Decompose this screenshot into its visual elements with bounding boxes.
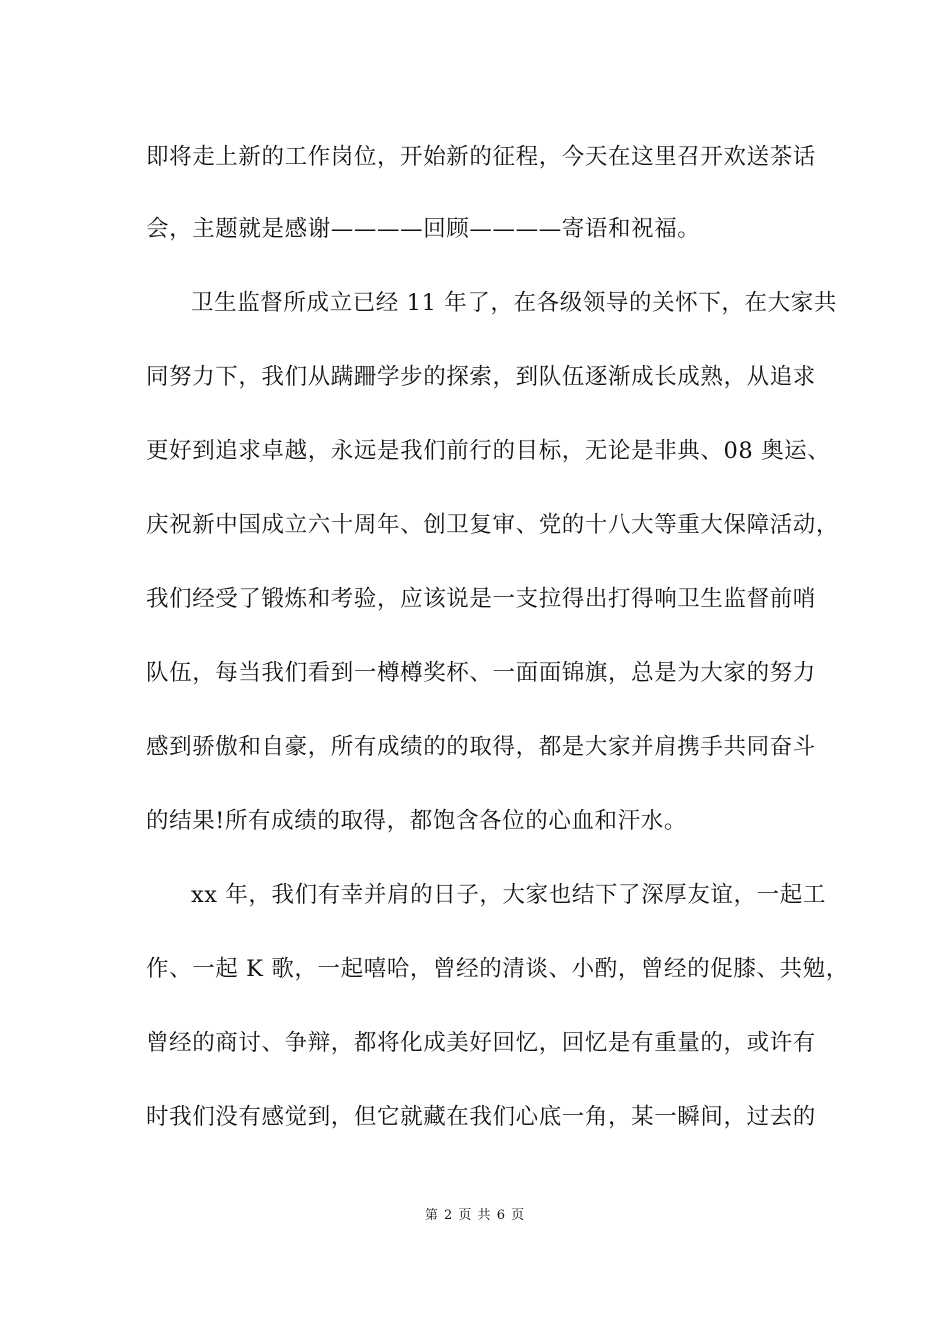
body-text-line: 同努力下，我们从蹒跚学步的探索，到队伍逐渐成长成熟，从追求 bbox=[146, 364, 816, 390]
body-text-line: 更好到追求卓越，永远是我们前行的目标，无论是非典、08 奥运、 bbox=[146, 438, 831, 464]
body-text-line: 会，主题就是感谢————回顾————寄语和祝福。 bbox=[146, 216, 701, 242]
body-text-line: 曾经的商讨、争辩，都将化成美好回忆，回忆是有重量的，或许有 bbox=[146, 1030, 816, 1056]
body-text-line: 感到骄傲和自豪，所有成绩的的取得，都是大家并肩携手共同奋斗 bbox=[146, 734, 816, 760]
body-text-line: 作、一起 K 歌，一起嘻哈，曾经的清谈、小酌，曾经的促膝、共勉， bbox=[146, 956, 849, 982]
paragraph-first-line: xx 年，我们有幸并肩的日子，大家也结下了深厚友谊，一起工 bbox=[191, 882, 826, 908]
page-number-footer: 第 2 页 共 6 页 bbox=[424, 1208, 526, 1223]
body-text-line: 庆祝新中国成立六十周年、创卫复审、党的十八大等重大保障活动， bbox=[146, 512, 840, 538]
body-text-line: 即将走上新的工作岗位，开始新的征程，今天在这里召开欢送茶话 bbox=[146, 144, 816, 170]
body-text-line: 时我们没有感觉到，但它就藏在我们心底一角，某一瞬间，过去的 bbox=[146, 1104, 816, 1130]
body-text-line: 我们经受了锻炼和考验，应该说是一支拉得出打得响卫生监督前哨 bbox=[146, 586, 816, 612]
paragraph-first-line: 卫生监督所成立已经 11 年了，在各级领导的关怀下，在大家共 bbox=[191, 290, 837, 316]
body-text-line: 队伍，每当我们看到一樽樽奖杯、一面面锦旗，总是为大家的努力 bbox=[146, 660, 816, 686]
body-text-line: 的结果!所有成绩的取得，都饱含各位的心血和汗水。 bbox=[146, 808, 687, 834]
